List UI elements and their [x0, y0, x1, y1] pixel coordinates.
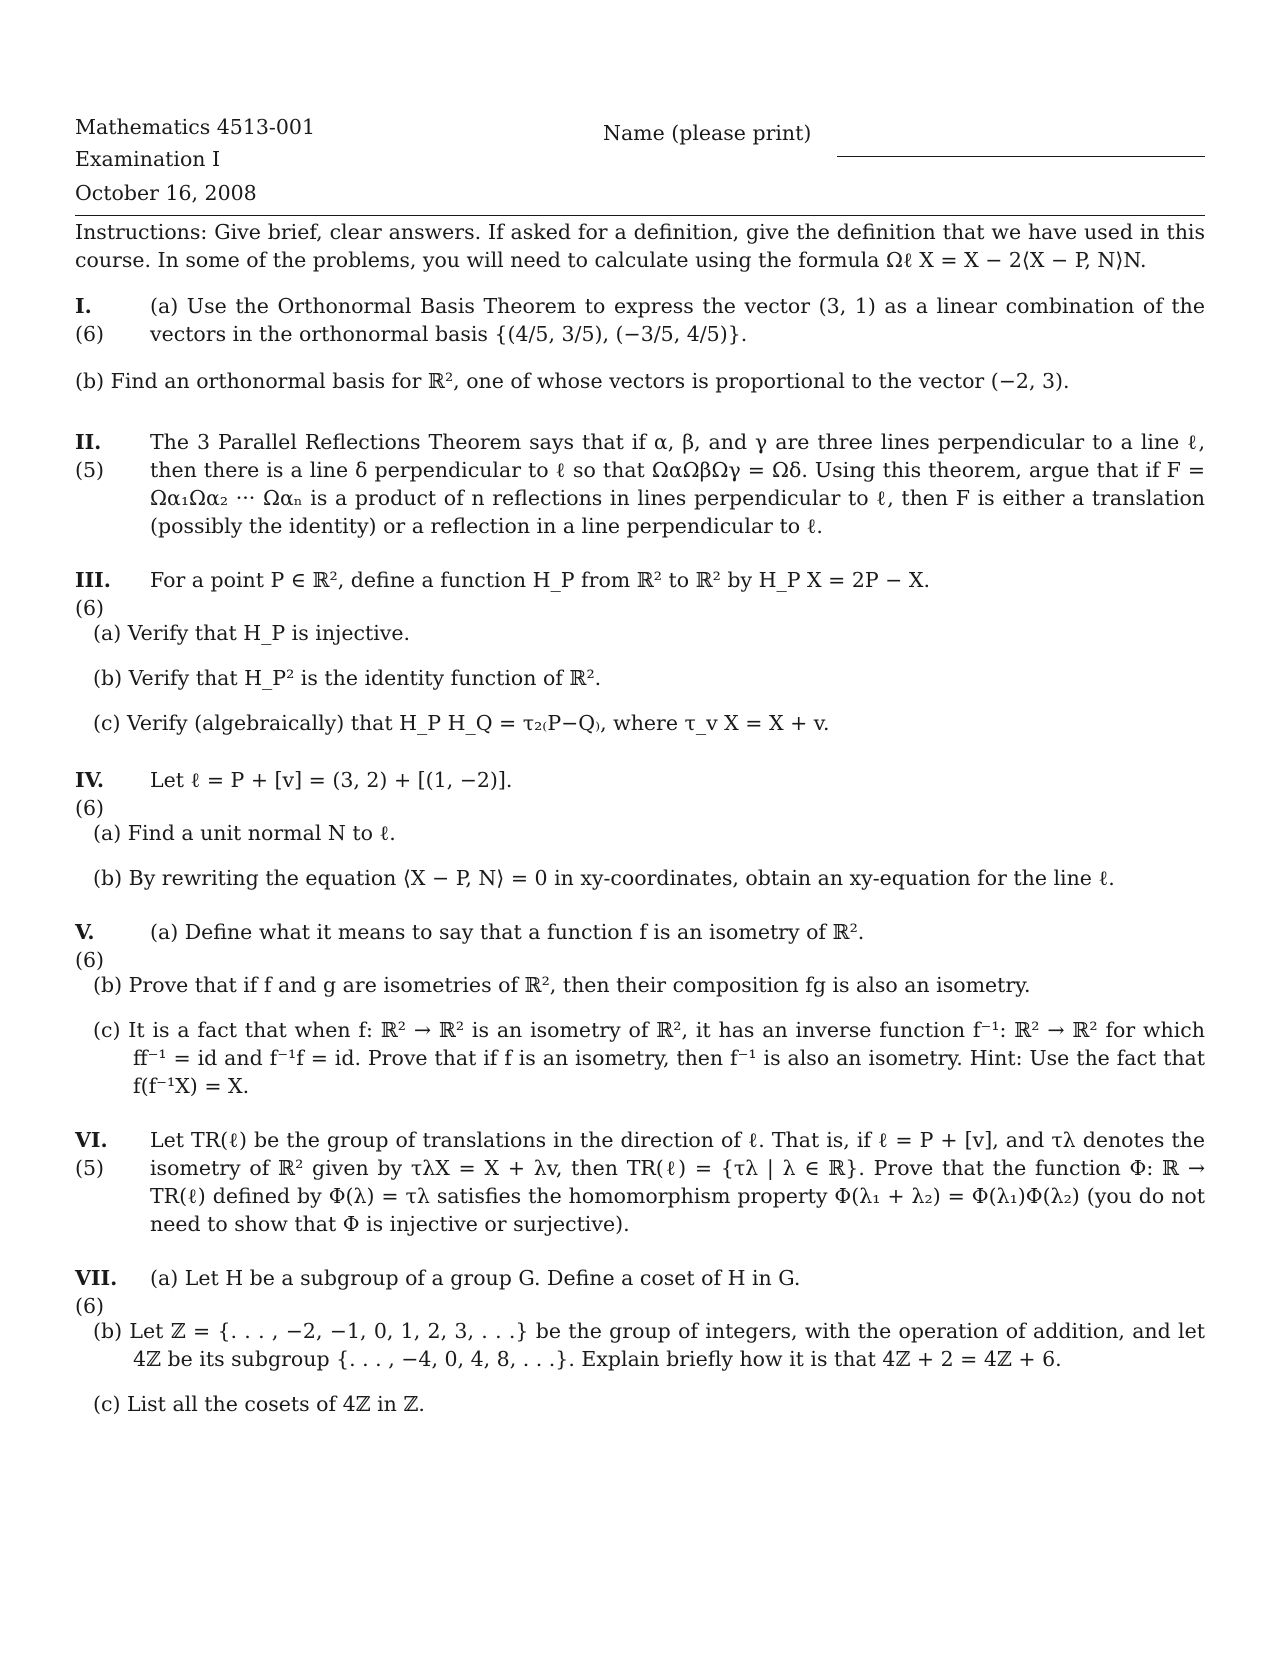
problem-part: (c) It is a fact that when f: ℝ² → ℝ² is an isometry of ℝ², it has an inverse function f⁻¹: ℝ² → ℝ² for which ff⁻¹ = id and f⁻¹f = id. Prove that if f is an isometry, then f⁻¹ is also an isometry. Hint: Use the fact that f(f⁻¹X) = X. [93, 1018, 1205, 1098]
problem-part: (c) List all the cosets of 4ℤ in ℤ. [93, 1392, 425, 1416]
problem-statement: (a) Define what it means to say that a function f is an isometry of ℝ². [150, 920, 865, 944]
header-rule [75, 215, 1205, 216]
problem-statement: For a point P ∈ ℝ², define a function H_P from ℝ² to ℝ² by H_P X = 2P − X. [150, 568, 930, 592]
problem-part: (b) Verify that H_P² is the identity function of ℝ². [93, 666, 602, 690]
name-field-line[interactable] [837, 156, 1205, 157]
problem-points: (6) [75, 948, 105, 972]
problem-part: (a) Find a unit normal N to ℓ. [93, 821, 396, 845]
problem-number: I. [75, 294, 92, 318]
problem-part: (b) Find an orthonormal basis for ℝ², one of whose vectors is proportional to the vector (−2, 3). [75, 369, 1070, 393]
problem-number: VI. [75, 1128, 108, 1152]
problem-7 [75, 1264, 1205, 1418]
problem-5 [75, 918, 1205, 1100]
problem-part: (c) Verify (algebraically) that H_P H_Q = τ₂₍P−Q₎, where τ_v X = X + v. [93, 711, 830, 735]
problem-number: IV. [75, 768, 105, 792]
problem-1 [75, 292, 1205, 395]
problem-6 [75, 1126, 1205, 1238]
problem-part: (b) By rewriting the equation ⟨X − P, N⟩ = 0 in xy-coordinates, obtain an xy-equation for the line ℓ. [93, 866, 1115, 890]
problem-number: III. [75, 568, 111, 592]
problem-points: (6) [75, 1294, 105, 1318]
problem-statement: (a) Let H be a subgroup of a group G. Define a coset of H in G. [150, 1266, 801, 1290]
problem-2 [75, 428, 1205, 540]
problem-number: VII. [75, 1266, 118, 1290]
problem-points: (5) [75, 458, 105, 482]
problem-statement: The 3 Parallel Reflections Theorem says that if α, β, and γ are three lines perpendicular to a line ℓ, then there is a line δ perpendicular to ℓ so that ΩαΩβΩγ = Ωδ. Using this theorem, argue that if F = Ωα₁Ωα₂ ··· Ωαₙ is a product of n reflections in lines perpendicular to ℓ, then F is either a translation (possibly the identity) or a reflection in a line perpendicular to ℓ. [150, 430, 1205, 538]
course-title: Mathematics 4513-001 [75, 115, 315, 139]
problem-part: (b) Prove that if f and g are isometries of ℝ², then their composition fg is also an isometry. [93, 973, 1031, 997]
name-label: Name (please print) [603, 121, 812, 145]
problem-points: (5) [75, 1156, 105, 1180]
problem-part: (b) Let ℤ = {. . . , −2, −1, 0, 1, 2, 3, . . .} be the group of integers, with the operation of addition, and let 4ℤ be its subgroup {. . . , −4, 0, 4, 8, . . .}. Explain briefly how it is that 4ℤ + 2 = 4ℤ + 6. [93, 1319, 1205, 1371]
exam-title: Examination I [75, 147, 221, 171]
exam-date: October 16, 2008 [75, 181, 257, 205]
instructions: Instructions: Give brief, clear answers. If asked for a definition, give the definition that we have used in this course. In some of the problems, you will need to calculate using the formula Ωℓ X = X − 2⟨X − P, N⟩N. [75, 220, 1205, 272]
problem-points: (6) [75, 322, 105, 346]
problem-statement: Let ℓ = P + [v] = (3, 2) + [(1, −2)]. [150, 768, 513, 792]
problem-statement: (a) Use the Orthonormal Basis Theorem to express the vector (3, 1) as a linear combination of the vectors in the orthonormal basis {(4/5, 3/5), (−3/5, 4/5)}. [150, 294, 1205, 346]
problem-statement: Let TR(ℓ) be the group of translations in the direction of ℓ. That is, if ℓ = P + [v], and τλ denotes the isometry of ℝ² given by τλX = X + λv, then TR(ℓ) = {τλ | λ ∈ ℝ}. Prove that the function Φ: ℝ → TR(ℓ) defined by Φ(λ) = τλ satisfies the homomorphism property Φ(λ₁ + λ₂) = Φ(λ₁)Φ(λ₂) (you do not need to show that Φ is injective or surjective). [150, 1128, 1205, 1236]
problem-points: (6) [75, 596, 105, 620]
problem-number: V. [75, 920, 95, 944]
problem-number: II. [75, 430, 102, 454]
problem-3 [75, 566, 1205, 737]
problem-4 [75, 766, 1205, 892]
problem-points: (6) [75, 796, 105, 820]
problem-part: (a) Verify that H_P is injective. [93, 621, 411, 645]
